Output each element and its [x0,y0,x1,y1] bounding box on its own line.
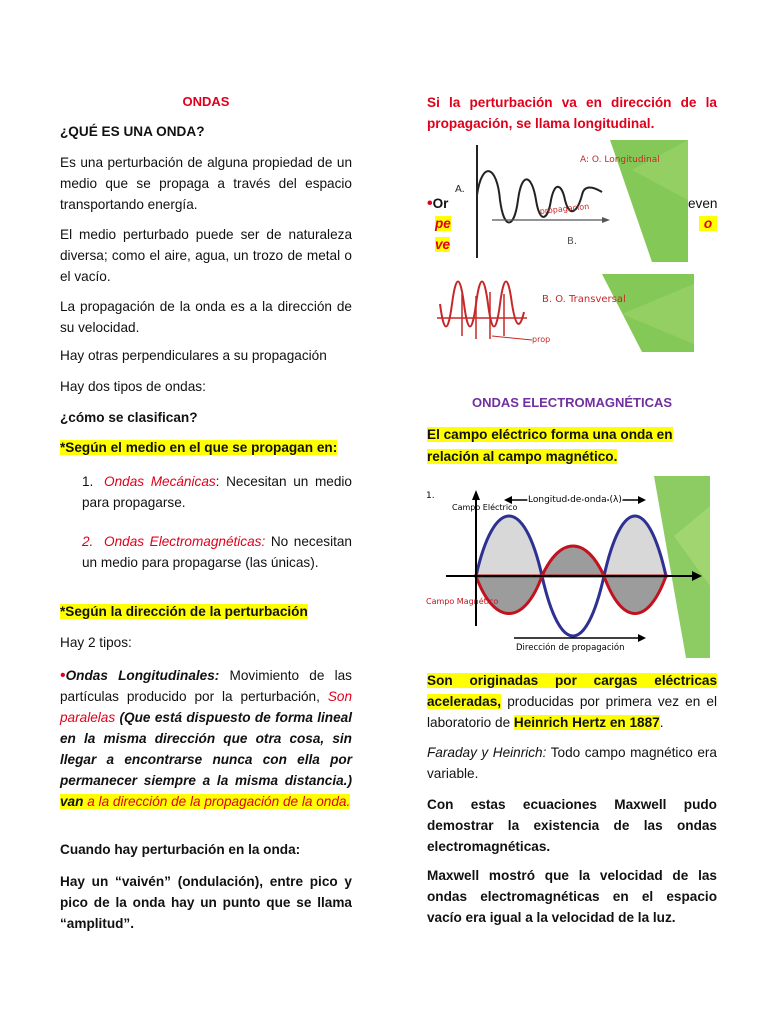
classify-question: ¿cómo se clasifican? [60,410,198,425]
hidden-text-o: o [699,216,717,231]
perturbation-heading: Cuando hay perturbación en la onda: [60,842,301,857]
sketch-a-label: A: O. Longitudinal [580,155,660,165]
em-field-text: El campo eléctrico forma una onda en relación al campo magnético. [427,427,673,464]
e-field-lobe-1 [476,516,542,576]
m-field-lobe-2 [542,546,604,576]
m-field-lobe-1 [476,576,542,614]
list-number-2: 2. [82,534,94,549]
longitudinal-end: a la dirección de la propagación de la onda. [83,794,351,809]
longitudinal-desc: Movimiento de las partículas producido por la perturbación, [60,668,352,704]
em-field-paragraph [427,424,717,468]
transversal-sketch-svg [432,274,694,352]
em-origin-paragraph [427,670,717,733]
maxwell-light-paragraph: Maxwell mostró que la velocidad de las ondas electromagnéticas en el espacio vacío era igual a la velocidad de la luz. [427,868,717,925]
sketch-b-label: B. O. Transversal [542,294,626,305]
paralelas-definition: (Que está dispuesto de forma lineal en la misma dirección que otra cosa, sin llegar a encontrarse nunca con ella por permanecer siempre a la misma distancia.) [60,710,352,788]
term-mechanical-colon: : [215,474,220,489]
em-origin-period: . [659,715,664,730]
e-field-lobe-2 [542,576,604,636]
fig-campo-e: Campo Eléctrico [452,503,518,512]
faraday-text: Todo campo magnético era variable. [427,745,717,781]
fig-number: 1. [426,491,435,501]
longitudinal-paragraph [60,665,352,812]
heading-by-direction [60,604,352,619]
hidden-text-or: Or [432,196,449,211]
sketch-a-axis: A. [455,184,465,195]
term-van: van [60,794,84,809]
fig-direction-label: Dirección de propagación [516,643,625,653]
em-origin-highlight: Son originadas por cargas eléctricas aceleradas, [427,673,717,709]
longitudinal-definition: Si la perturbación va en dirección de la propagación, se llama longitudinal. [427,95,717,131]
transversal-sketch [432,274,694,352]
heading-by-medium [60,440,352,455]
list-number-1: 1. [82,474,94,489]
medium-paragraph: El medio perturbado puede ser de naturaleza diversa; como el aire, agua, un trozo de metal o el vacío. [60,227,352,284]
mechanical-desc: Necesitan un medio para propagarse. [82,474,352,510]
em-hertz-highlight: Heinrich Hertz en 1887 [513,715,660,730]
em-wave-figure [424,476,710,658]
fig-wavelength-label: Longitud de onda (λ) [528,495,622,505]
list-item-mechanical [82,471,352,513]
longitudinal-sketch [452,140,688,262]
fig-campo-m: Campo Magnético [426,597,499,606]
longitudinal-sketch-svg [452,140,688,262]
bullet-dot: • [60,667,66,684]
section-title-ondas: ONDAS [182,94,230,109]
em-section-title: ONDAS ELECTROMAGNÉTICAS [471,395,673,410]
sketch-a-b: B. [567,236,578,247]
e-field-lobe-3 [604,516,666,576]
types-paragraph: Hay dos tipos de ondas: [60,379,206,394]
faraday-paragraph [427,742,717,784]
heading-by-direction-text: *Según la dirección de la perturbación [60,604,308,619]
sketch-a-prop: propagacion [539,201,590,216]
hidden-text-even: even [688,196,718,211]
propagation-paragraph: La propagación de la onda es a la dirección de su velocidad. [60,299,352,335]
term-longitudinal: Ondas Longitudinales: [65,668,220,683]
list-item-electromagnetic [82,531,352,573]
hidden-text-ve: ve [435,237,451,252]
question-heading: ¿QUÉ ES UNA ONDA? [60,124,205,139]
term-paralelas: Son paralelas [60,689,352,725]
m-field-lobe-3 [604,576,666,614]
em-origin-text: producidas por primera vez en el laboratorio de [427,694,717,730]
hidden-bullet-line [427,195,448,213]
faraday-term: Faraday y Heinrich: [427,745,547,760]
term-electromagnetic: Ondas Electromagnéticas: [104,534,266,549]
hidden-text-pe: pe [435,216,451,231]
two-types-paragraph: Hay 2 tipos: [60,635,132,650]
amplitude-paragraph: Hay un “vaivén” (ondulación), entre pico y pico de la onda hay un punto que se llama “amplitud”. [60,874,352,931]
hidden-bullet-dot: • [427,195,433,212]
heading-by-medium-text: *Según el medio en el que se propagan en: [60,440,338,455]
maxwell-equations-paragraph: Con estas ecuaciones Maxwell pudo demostrar la existencia de las ondas electromagnéticas. [427,797,717,854]
sketch-b-prop: prop [532,335,551,344]
definition-paragraph: Es una perturbación de alguna propiedad de un medio que se propaga a través del espacio transportando energía. [60,155,352,212]
perpendicular-paragraph: Hay otras perpendiculares a su propagación [60,348,327,363]
electromagnetic-desc: No necesitan un medio para propagarse (las únicas). [82,534,352,570]
em-wave-svg [424,476,710,658]
term-mechanical: Ondas Mecánicas [104,474,216,489]
